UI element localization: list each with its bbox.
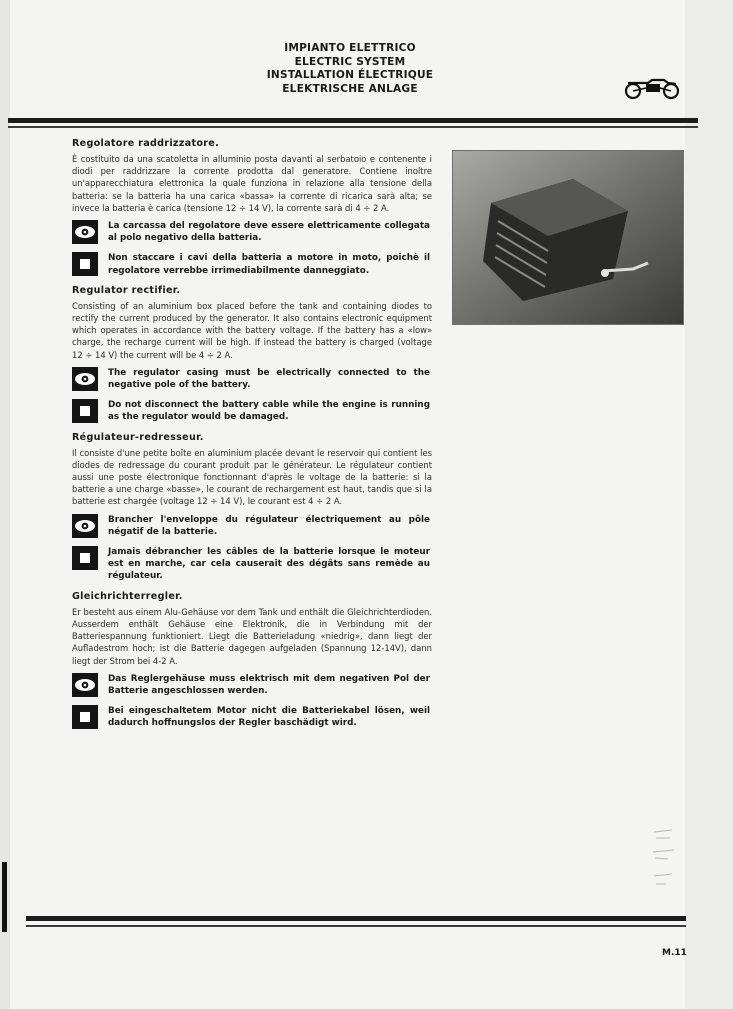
section-heading: Regulator rectifier. — [72, 284, 181, 296]
warning-text: La carcassa del regolatore deve essere elettricamente collegata al polo negativo della batteria. — [108, 221, 430, 244]
page-header — [230, 42, 470, 96]
square-icon — [72, 705, 98, 729]
caution-text: Bei eingeschaltetem Motor nicht die Batteriekabel lösen, weil dadurch hoffnungslos der Regler baschädigt wird. — [108, 706, 430, 729]
header-line-it: IMPIANTO ELETTRICO — [284, 42, 416, 54]
eye-icon — [72, 220, 98, 244]
section-body: Il consiste d'une petite boîte en aluminium placée devant le reservoir qui contient les diodes de redressage du courant produit par le générateur. Le régulateur contient aussi une poste électronique fonctionnant d'après le voltage de la batterie: si la batterie a une charge «basse», le courant de rechargement est haut, tandis que si la batterie est chargée (voltage 12 ÷ 14 V), le courant est 4 ÷ 2 A. — [72, 447, 432, 507]
bottom-rule-thin — [26, 925, 686, 927]
section-english — [72, 285, 432, 424]
caution-text: Do not disconnect the battery cable while the engine is running as the regulator would be damaged. — [108, 400, 430, 423]
warning-text: The regulator casing must be electrically connected to the negative pole of the battery. — [108, 367, 430, 391]
warning-note — [72, 673, 432, 697]
section-body: È costituito da una scatoletta in alluminio posta davanti al serbatoio e contenente i diodi per raddrizzare la corrente prodotta dal generatore. Contiene inoltre un'apparecchiatura elettronica la quale funziona in relazione alla tensione della batteria: se la batteria ha una carica «bassa» la corrente di ricarica sarà alta; se invece la batteria è carica (tensione 12 ÷ 14 V), la corrente sarà di 4 ÷ 2 A. — [72, 154, 432, 213]
caution-text: Jamais débrancher les câbles de la batterie lorsque le moteur est en marche, car cela causerait des dégâts sans remède au régulateur. — [108, 547, 430, 582]
section-body: Er besteht aus einem Alu-Gehäuse vor dem Tank und enthält die Gleichrichterdioden. Ausserdem enthält Gehäuse eine Elektronik, die in Verbindung mit der Batteriespannung funktioniert. Liegt die Batterieladung «niedrig», dann liegt der Aufladestrom hoch; ist die Batterie dagegen aufgeladen (Spannung 12-14V), dann liegt der Strom bei 4-2 A. — [72, 606, 432, 666]
header-line-en: ELECTRIC SYSTEM — [294, 55, 406, 68]
warning-note — [72, 220, 432, 244]
margin-mark — [2, 862, 7, 932]
margin-scribble — [650, 826, 680, 896]
bottom-rule-thick — [26, 916, 686, 921]
square-icon — [72, 546, 98, 570]
section-body: Consisting of an aluminium box placed before the tank and containing diodes to rectify the current produced by the generator. It also contains electronic equipment which operates in accordance with the battery voltage. If the battery has a «low» charge, the recharge current will be high. If instead the battery is charged (voltage 12 ÷ 14 V) the current will be 4 ÷ 2 A. — [72, 300, 432, 360]
top-rule-thick — [8, 118, 698, 123]
page-number: M.11 — [662, 948, 687, 958]
top-rule-thin — [8, 126, 698, 128]
regulator-photo — [452, 150, 684, 325]
warning-note — [72, 514, 432, 538]
caution-note — [72, 399, 432, 423]
warning-text: Das Reglergehäuse muss elektrisch mit dem negativen Pol der Batterie angeschlossen werden. — [108, 673, 430, 696]
caution-text: Non staccare i cavi della batteria a motore in moto, poichè il regolatore verrebbe irrimediabilmente danneggiato. — [108, 253, 430, 276]
header-line-de: ELEKTRISCHE ANLAGE — [282, 82, 418, 95]
caution-note — [72, 252, 432, 276]
eye-icon — [72, 673, 98, 697]
warning-text: Brancher l'enveloppe du régulateur électriquement au pôle négatif de la batterie. — [108, 514, 430, 537]
content-column — [72, 138, 432, 738]
caution-note — [72, 546, 432, 583]
section-german — [72, 591, 432, 730]
eye-icon — [72, 367, 98, 391]
motorcycle-icon — [622, 74, 682, 100]
scan-edge-left — [0, 0, 10, 1009]
eye-icon — [72, 514, 98, 538]
section-heading: Gleichrichterregler. — [72, 590, 183, 602]
square-icon — [72, 252, 98, 276]
square-icon — [72, 399, 98, 423]
caution-note — [72, 705, 432, 729]
scan-edge-right — [685, 0, 733, 1009]
section-italian — [72, 138, 432, 277]
section-heading: Regolatore raddrizzatore. — [72, 138, 220, 149]
section-heading: Régulateur-redresseur. — [72, 431, 204, 443]
section-french — [72, 432, 432, 583]
header-line-fr: INSTALLATION ÉLECTRIQUE — [266, 69, 434, 81]
warning-note — [72, 367, 432, 391]
